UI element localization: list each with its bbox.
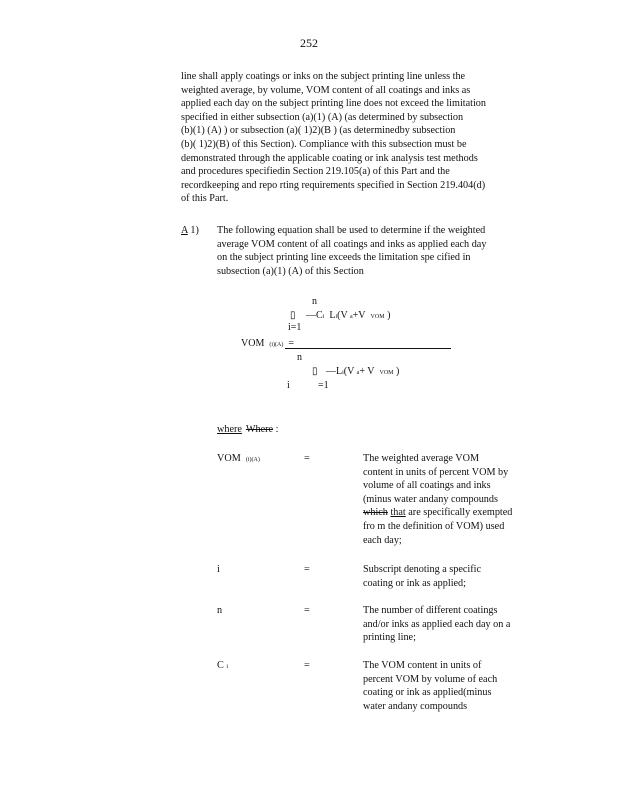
denominator-expression: —Li(V a+ V VOM ) [326, 366, 400, 377]
definition-symbol: n [217, 605, 223, 616]
definition-text: The number of different coatings and/or inks as applied each day on a printing line; [363, 605, 511, 644]
definition-symbol: C i [217, 660, 229, 671]
intro-line: (b)(1) (A) ) or subsection (a)( 1)2)(B ) (as determinedby subsection [181, 125, 456, 137]
equation-lhs: VOM (i)(A) = [241, 338, 294, 349]
a1-line: on the subject printing line exceeds the limitation spe cified in [217, 252, 471, 264]
intro-line: weighted average, by volume, VOM content of all coatings and inks as [181, 84, 471, 96]
numerator-lower-limit: i=1 [288, 322, 302, 333]
a1-paren: ) [195, 225, 199, 236]
a1-line: subsection (a)(1) (A) of this Section [217, 265, 364, 277]
intro-line: specified in either subsection (a)(1) (A) (as determined by subsection [181, 111, 464, 123]
denominator-lower-index: i [287, 380, 290, 391]
denominator-lower-limit: =1 [318, 380, 329, 391]
intro-line: and procedures specifiedin Section 219.105(a) of this Part and the [181, 166, 450, 178]
definition-equals: = [304, 605, 310, 616]
definition-equals: = [304, 660, 310, 671]
a1-letter: A [181, 225, 188, 236]
definition-symbol: i [217, 564, 220, 575]
intro-line: line shall apply coatings or inks on the subject printing line unless the [181, 71, 466, 82]
intro-line: of this Part. [181, 193, 229, 205]
numerator-expression: —Ci Li(V a+V VOM ) [306, 310, 391, 321]
where-heading: where Where : [217, 424, 279, 435]
definition-text: The VOM content in units of percent VOM by volume of each coating or ink as applied(minus water andany compounds [363, 660, 498, 712]
denominator-sum-symbol: ▯ [312, 366, 318, 377]
numerator-upper-limit: n [312, 296, 317, 307]
intro-line: recordkeeping and repo rting requirements specified in Section 219.404(d) [181, 179, 486, 191]
a1-line: The following equation shall be used to determine if the weighted [217, 225, 486, 236]
a1-number: 1 [190, 225, 196, 236]
intro-line: applied each day on the subject printing line does not exceed the limitation [181, 98, 486, 110]
subsection-a1-label [181, 224, 199, 238]
definition-equals: = [304, 453, 310, 464]
denominator-upper-limit: n [297, 352, 302, 363]
definition-symbol: VOM (i)(A) [217, 453, 260, 464]
intro-line: demonstrated through the applicable coating or ink analysis test methods [181, 152, 478, 164]
definition-text: Subscript denoting a specific coating or ink as applied; [363, 564, 481, 589]
a1-line: average VOM content of all coatings and inks as applied each day [217, 238, 487, 250]
numerator-sum-symbol: ▯ [290, 310, 296, 321]
amended-line: which that are specifically exempted [363, 507, 513, 519]
intro-line: (b)( 1)2)(B) of this Section). Compliance with this subsection must be [181, 138, 467, 150]
intro-paragraph [181, 70, 551, 206]
fraction-bar [285, 348, 451, 349]
definition-text: The weighted average VOM content in units of percent VOM by volume of all coatings and inks (minus water andany compounds which that are specifically exempted fro m the definition of VOM) used each day; [363, 452, 553, 547]
subsection-a1-text [217, 224, 551, 278]
definition-equals: = [304, 564, 310, 575]
page-number: 252 [300, 36, 318, 50]
